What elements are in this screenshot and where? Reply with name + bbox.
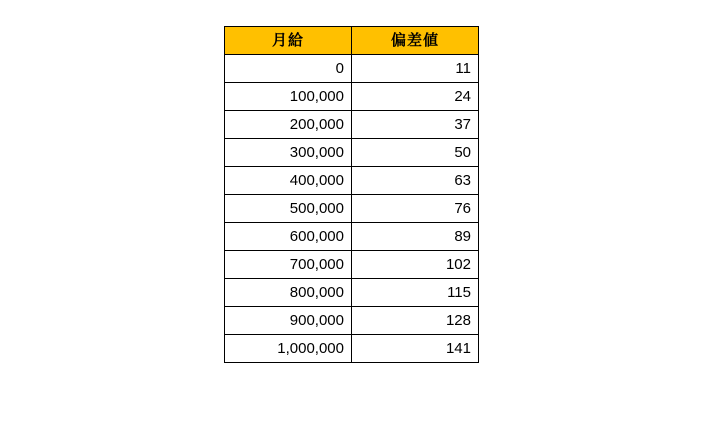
cell-deviation: 50	[352, 139, 479, 167]
table-row	[225, 223, 479, 251]
cell-deviation: 76	[352, 195, 479, 223]
column-header-salary: 月給	[225, 27, 352, 55]
cell-deviation: 115	[352, 279, 479, 307]
cell-deviation: 128	[352, 307, 479, 335]
salary-deviation-table	[224, 26, 479, 363]
cell-salary: 300,000	[225, 139, 352, 167]
table-body	[225, 55, 479, 363]
table-header	[225, 27, 479, 55]
table-container	[224, 26, 479, 363]
cell-deviation: 63	[352, 167, 479, 195]
cell-salary: 100,000	[225, 83, 352, 111]
cell-deviation: 89	[352, 223, 479, 251]
table-row	[225, 195, 479, 223]
cell-salary: 1,000,000	[225, 335, 352, 363]
cell-deviation: 102	[352, 251, 479, 279]
cell-salary: 0	[225, 55, 352, 83]
cell-deviation: 37	[352, 111, 479, 139]
cell-deviation: 141	[352, 335, 479, 363]
table-row	[225, 251, 479, 279]
cell-deviation: 11	[352, 55, 479, 83]
cell-salary: 900,000	[225, 307, 352, 335]
cell-salary: 500,000	[225, 195, 352, 223]
cell-salary: 600,000	[225, 223, 352, 251]
table-header-row	[225, 27, 479, 55]
table-row	[225, 335, 479, 363]
table-row	[225, 83, 479, 111]
table-row	[225, 111, 479, 139]
table-row	[225, 139, 479, 167]
column-header-deviation: 偏差値	[352, 27, 479, 55]
table-row	[225, 55, 479, 83]
cell-deviation: 24	[352, 83, 479, 111]
cell-salary: 700,000	[225, 251, 352, 279]
table-row	[225, 279, 479, 307]
cell-salary: 400,000	[225, 167, 352, 195]
table-row	[225, 167, 479, 195]
table-row	[225, 307, 479, 335]
cell-salary: 200,000	[225, 111, 352, 139]
cell-salary: 800,000	[225, 279, 352, 307]
